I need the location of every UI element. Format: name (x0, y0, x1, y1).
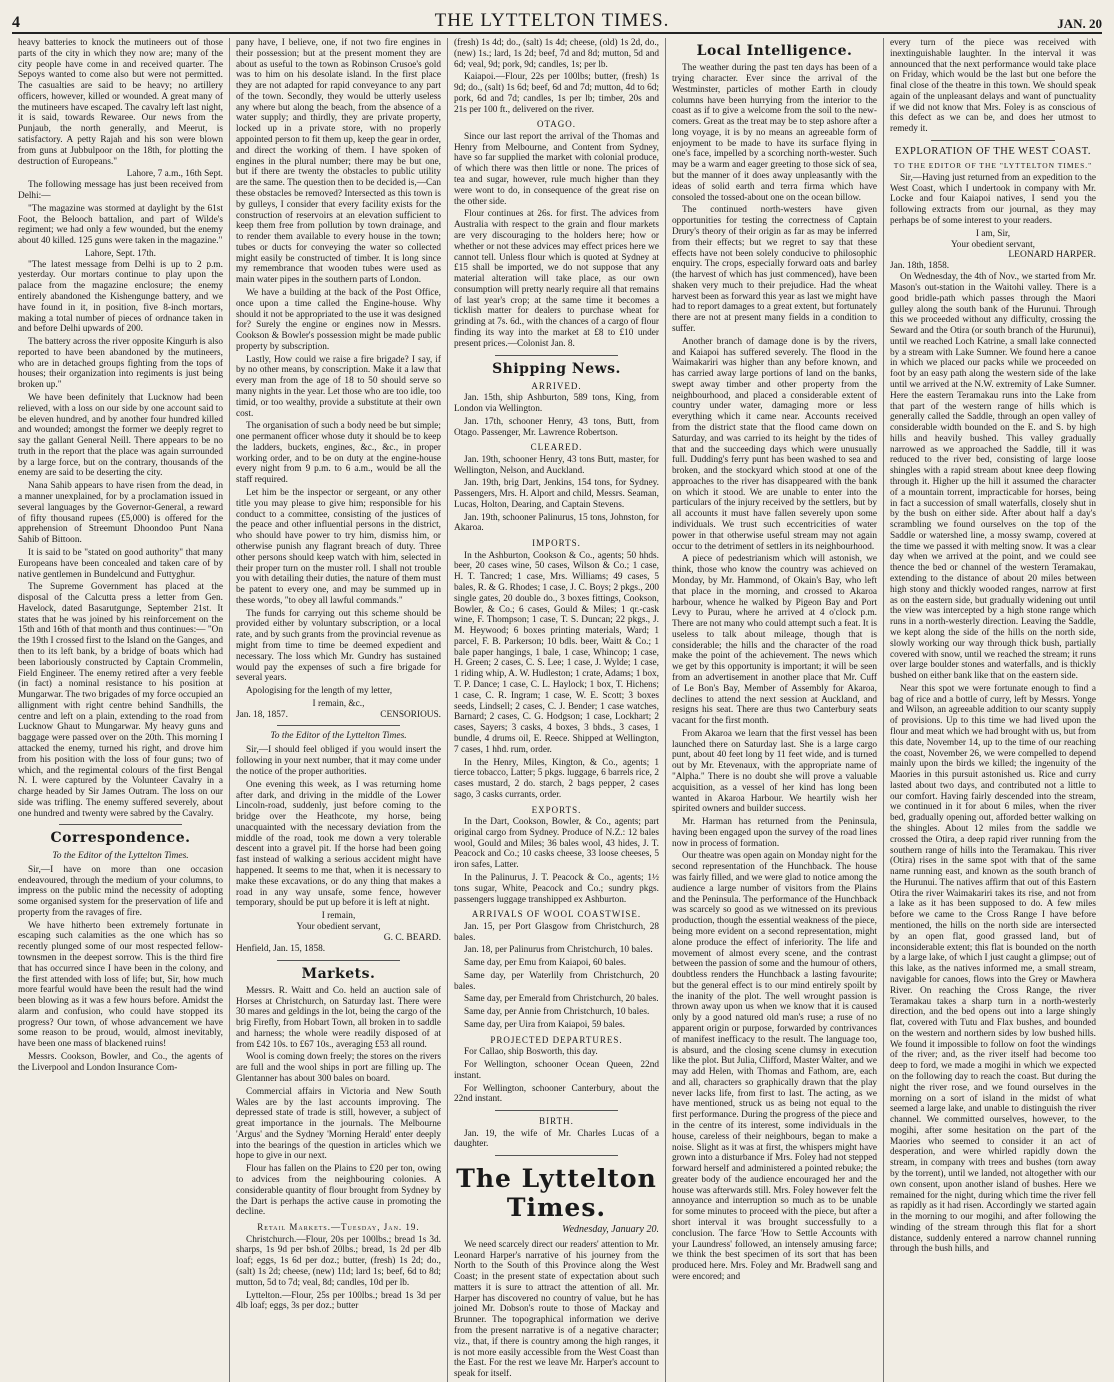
paragraph: We have been definitely that Lucknow had been relieved, with a loss on our side by one account said to be eleven hundred, and by another four hundred killed and wounded; amongst the former we deeply regret to say the gallant General Neill. There appears to be no truth in the report that the place was again surrounded by a large force, but on the contrary, thousands of the enemy are said to be deserting the city. (18, 393, 223, 479)
subheading: IMPORTS. (532, 538, 581, 549)
section-heading-correspondence: Correspondence. (50, 830, 191, 847)
closing: Your obedient servant, (296, 921, 381, 932)
paragraph: (fresh) 1s 4d; do., (salt) 1s 4d; cheese, (old) 1s 2d, do., (new) 1s.; lard, 1s 2d; beef, 7d and 8d; mutton, 5d and 6d; veal, 9d; pork, 9d; candles, 1s; per lb. (454, 38, 659, 70)
paragraph: The weather during the past ten days has been of a trying character. Ever since the arrival of the Westminster, particles of mother Earth in cloudy columns have been hurrying from the interior to the coast as if to give a welcome from the soil to the new-comers. Great as the treat may be to step ashore after a long voyage, it is by no means an agreeable form of enjoyment to be made to have its surface flying in one's face, impelled by a scorching north-wester. Such may be a warm and eager greeting to those sick of sea, but the manner of it does away unpleasantly with the ideas of solid earth and terra firma which have consoled the tossed-about one on the ocean billow. (672, 63, 877, 203)
divider (931, 140, 1055, 141)
list-item: Jan. 15th, ship Ashburton, 589 tons, King, from London via Wellington. (454, 393, 659, 414)
paragraph: Near this spot we were fortunate enough to find a bag of rice and a bottle of curry, left by Messrs. Yonge and Wilson, an agreeable addition to our scanty supply of provisions. Up to this time we had lived upon the flour and meat which we had brought with us, but from this date, November 14, up to the time of our reaching the coast, November 26, we were compelled to depend mainly upon the birds we killed; the ingenuity of the Maories in this pursuit astonished us. Rice and curry lasted about two days, and contributed not a little to our comfort. Having fairly descended into the stream, we continued in it for about 6 miles, when the river bed, gradually opening out, afforded better walking on the shingles. About 12 miles from the saddle we crossed the Otira, a deep rapid river running from the southern range of hills into the Teramakau. This river (Otira) rises in the same spot with that of the same name running east, and known as the south branch of the Hurunui. The natives affirm that out of this Eastern Otira the river Waimakariri takes its rise, and not from a lake as it has been supposed to do. A few miles before we came to the Cross Range I have before mentioned, the hills on the north side are intersected by an open flat, good grassed land, but of inconsiderable extent; this flat is bounded on the north by a large lake, of which I just caught a glimpse; out of this lake, as the natives informed me, a small stream, navigable for canoes, flows into the Grey or Mawhera River. On reaching the Cross Range, the river Teramakau takes a sharp turn in a north-westerly direction, and the bed opens out into a large shingly flat, covered with Tutu and Flax bushes, and bounded on the western and northern sides by low bushed hills. We found it impossible to follow on foot the windings of the river; and, as the river itself had become too deep to ford, we made a mogihi in which we expected on the following day to reach the coast. But during the night the river rose, and we found ourselves in the morning on a sort of island in the midst of what seemed a large lake, and unable to distinguish the river channel. We committed ourselves, however, to the mogihi, after some hesitation on the part of the Maories who seemed to consider it an act of desperation, and were whirled rapidly down the stream, in company with trees and bushes (torn away by the torrent), until we landed, not altogether with our own consent, upon another island of bushes. Here we remained for the night, during which time the river fell as rapidly as it had risen. Accordingly we started again in the morning to our mogihi, and after following the winding of the stream through this flat for a short distance, suddenly entered a narrow channel running through the bush hills, and (890, 683, 1096, 1255)
closing: Your obedient servant, (950, 239, 1035, 250)
paragraph: The battery across the river opposite Kingurh is also reported to have been abandoned by the mutineers, who are in detached groups fighting from the tops of houses; their organization into regiments is just being broken up." (18, 337, 223, 391)
list-item: Jan. 18, per Palinurus from Christchurch, 10 bales. (464, 945, 653, 956)
dateline: Lahore, 7 a.m., 16th Sept. (126, 169, 223, 180)
subheading: OTAGO. (536, 119, 577, 130)
list-item: Jan. 19th, schooner Henry, 43 tons Butt, master, for Wellington, Nelson, and Auckland. (454, 454, 659, 476)
page-number: 4 (12, 14, 20, 31)
letter-date: Jan. 18, 1857. (236, 709, 288, 720)
list-item: In the Palinurus, J. T. Peacock & Co., agents; 1½ tons sugar, White, Peacock and Co.; sundry pkgs. passengers luggage transhipped ex Ashburton. (454, 872, 659, 905)
paragraph: Apologising for the length of my letter, (246, 686, 393, 697)
paragraph: Kaiapoi.—Flour, 22s per 100lbs; butter, (fresh) 1s 9d; do., (salt) 1s 6d; beef, 6d and 7d; mutton, 4d to 6d; pork, 6d and 7d; candles, 1s per lb; timber, 20s and 21s per 100 ft., delivered on the river. (454, 72, 659, 115)
paragraph: Commercial affairs in Victoria and New South Wales are by the last accounts improving. The depressed state of trade is still, however, a subject of great importance in the journals. The Melbourne 'Argus' and the Sydney 'Morning Herald' enter deeply into the bearings of the question in articles which we hope to give in our next. (236, 1086, 441, 1162)
paragraph: Mr. Harman has returned from the Peninsula, having been engaged upon the survey of the road lines now in process of formation. (672, 817, 877, 849)
paragraph: Wool is coming down freely; the stores on the rivers are full and the wool ships in port are filling up. The Glentanner has about 300 bales on board. (236, 1052, 441, 1085)
masthead-date: Wednesday, January 20. (562, 1224, 659, 1236)
paragraph: It is said to be "stated on good authority" that many Europeans have been concealed and taken care of by native gentlemen in Bundelcund and Futtyghur. (18, 547, 223, 580)
list-item: For Wellington, schooner Canterbury, about the 22nd instant. (454, 1083, 659, 1105)
subheading: EXPORTS. (531, 804, 582, 815)
list-item: In the Ashburton, Cookson & Co., agents; 50 hhds. beer, 20 cases wine, 50 cases, Wilson & Co.; 1 case, H. T. Tancred; 1 case, Mrs. Williams; 49 cases, 5 bales, R. & G. Rhodes; 1 case, J. C. Boys; 2 pkgs., 200 single gates, 20 double do., 3 boxes fittings, Cookson, Bowler, & Co.; 6 cases, Gould & Miles; 1 qr.-cask wine, F. Thompson; 1 case, T. S. Duncan; 22 pkgs., J. M. Heywood; 6 boxes printing materials, Ward; 1 parcel, F. B. Parkerson; 10 bdls. beer, Waitt & Co.; 1 bale paper hangings, 1 bale, 1 case, Whincop; 1 case, H. Green; 2 cases, C. S. Lee; 1 case, J. Wylde; 1 case, 1 riding whip, A. W. Hudleston; 1 crate, Adams; 1 box, T. P. Dance; 1 case, C. L. Haylock; 1 box, T. Hichens; 1 case, C. R. Ingram; 1 case, W. E. Scott; 3 boxes seeds, Lindsell; 2 cases, C. J. Bender; 1 case watches, Barnard; 2 cases, C. G. Hodgson; 1 case, Lockhart; 2 cases, Sayers; 3 casks, 4 boxes, 3 bhds., 3 cases, 1 bundle, 4 drums oil, E. Reece. Shipped at Wellington, 7 cases, 1 hhd. rum, order. (454, 550, 659, 755)
subheading: PROJECTED DEPARTURES. (490, 1034, 623, 1045)
issue-date: JAN. 20 (1057, 16, 1102, 31)
paragraph: The Supreme Government has placed at the disposal of the Calcutta press a letter from Gen. Havelock, dated Basarutgunge, September 21st. It states that he was joined by his reinforcement on the 15th and 16th of that month and thus continues:— "On the 19th I crossed first to the Island on the Ganges, and then to its left bank, by a bridge of boats which had been laboriously constructed by Captain Crommelin, Field Engineer. The enemy retired after a very feeble (in fact) a nominal resistance to his position at Mungarwar. The two brigades of my force occupied an allignment with right centre behind Sandhills, the centre and left on a plain, extending to the road from Lucknow Ghaut to Mungarwar. My heavy guns and baggage were passed over on the 20th. This morning I attacked the enemy, turned his right, and drove him from his position with the loss of four guns; two of which, and the regimental colours of the first Bengal N. I. were captured by the Volunteer Cavalry in a charge headed by Sir James Outram. The loss on our side was trifling. The enemy suffered severely, about one hundred and twenty were sabred by the Cavalry. (18, 582, 223, 819)
subheading: ARRIVED. (531, 380, 582, 391)
paragraph: Messrs. Cookson, Bowler, and Co., the agents of the Liverpool and London Insurance Com- (18, 1052, 223, 1073)
closing: I remain, (321, 911, 356, 922)
divider (277, 725, 400, 726)
newspaper-title: THE LYTTELTON TIMES. (434, 10, 670, 31)
list-item: Jan. 15, per Port Glasgow from Christchurch, 28 bales. (454, 921, 659, 943)
letter-address: To the Editor of the Lyttelton Times. (270, 731, 407, 742)
letter-address: To the Editor of the Lyttelton Times. (52, 850, 189, 861)
paragraph: Lastly, How could we raise a fire brigade? I say, if by no other means, by conscription. Make it a law that every man from the age of 18 to 50 should serve so many nights in the year. Let those who are too idle, too timid, or too wealthy, provide a substitute at their own cost. (236, 354, 441, 419)
section-heading-local: Local Intelligence. (696, 43, 853, 59)
section-heading-shipping: Shipping News. (492, 360, 621, 377)
paragraph: The funds for carrying out this scheme should be provided either by voluntary subscription, or a local rate, and by such grants from the provincial revenue as might from time to time be deemed expedient and necessary. The loss which Mr. Gundry has sustained would pay the expenses of such a fire brigade for several years. (236, 608, 441, 684)
paragraph: Our theatre was open again on Monday night for the second representation of the Hunchback. The house was fairly filled, and we were glad to notice among the audience a large number of visitors from the Plains and the Peninsula. The performance of the Hunchback was scarcely so good as we witnessed on its previous production, though the essential weakness of the piece, being more evident on a second representation, might alone produce the effect of inferiority. The life and movement of almost every scene, and the contrast between the passion of some and the humour of others, doubtless renders the Hunchback a lasting favourite; but the general effect is to our mind entirely spoilt by the inanity of the plot. The well wrought passion is thrown away upon us when we know that it is caused only by a good natured old man's ruse; a ruse of no apparent origin or purpose, forwarded by contrivances of manifest inefficacy to the result. The language too, is absurd, and the closing scene clumsy in execution like the plot. But Julia, Clifford, Master Walter, and we may add Helen, with Thomas and Fathom, are, each and all, characters so graphically drawn that the play never lacks life, from first to last. The acting, as we have mentioned, struck us as being not equal to the first performance. During the progress of the piece and in the centre of its interest, some individuals in the house, careless of their neighbours, began to make a noise. Slight as it was at first, the whispers might have grown into a disturbance if Mrs. Foley had not stepped forward herself and administered a pointed rebuke; the greater body of the audience encouraged her and the house was afterwards still. Mrs. Foley however felt the annoyance and interruption so much as to be unable for some minutes to proceed with the piece, but after a short interval it was brought successfully to a conclusion. The farce 'How to Settle Accounts with your Laundress' followed, an intensely amusing farce; we think the best specimen of its sort that has been produced here. Mrs. Foley and Mr. Bradwell sang and were encored; and (672, 851, 877, 1282)
paragraph: "The latest message from Delhi is up to 2 p.m. yesterday. Our mortars continue to play upon the palace from the magazine enclosure; the enemy entirely abandoned the Kishengunge battery, and we have found in it, in position, five 8-inch mortars, making a total number of pieces of ordnance taken in and before Delhi upwards of 200. (18, 259, 223, 335)
paragraph: every turn of the piece was received with inextinguishable laughter. In the interval it was announced that the next performance would take place on Friday, which would be the last but one before the final close of the theatre in this town. We should speak again of the unpleasant delays and want of punctuality if we did not know that Mrs. Foley is as conscious of this defect as we can be, and does her utmost to remedy it. (890, 38, 1096, 135)
page-header (12, 6, 1102, 34)
list-item: In the Dart, Cookson, Bowler, & Co., agents; part original cargo from Sydney. Produce of N.Z.: 12 bales wool, Gould and Miles; 36 bales wool, 43 hides, J. T. Peacock and Co.; 10 casks cheese, 33 loose cheeses, 5 iron safes, Latter. (454, 817, 659, 871)
paragraph: The following message has just been received from Delhi:— (18, 180, 223, 201)
paragraph: Christchurch.—Flour, 20s per 100lbs.; bread 1s 3d. sharps, 1s 9d per bsh.of 20lbs.; bread, 1s 2d per 4lb loaf; eggs, 1s 6d per doz.; butter, (fresh) 1s 2d; do., (salt) 1s 2d; cheese, (new) 11d; lard 1s; beef, 6d to 8d; mutton, 5d to 7d; veal, 8d; candles, 10d per lb. (236, 1234, 441, 1288)
divider (495, 1155, 618, 1156)
signature: CENSORIOUS. (380, 709, 441, 720)
subheading-birth: BIRTH. (539, 1116, 574, 1127)
paragraph: Nana Sahib appears to have risen from the dead, in a manner unexplained, for by a proclamation issued in several languages by the Governor-General, a reward of fifty thousand rupees (£5,000) is offered for the apprehension of Streemunt Dhoondoo Punt Nana Sahib of Bittoon. (18, 481, 223, 546)
paragraph: heavy batteries to knock the mutineers out of those parts of the city in which they now are; many of the city people have come in and received quarter. The Sepoys wanted to come also but were not permitted. The casualties are said to be heavy; no artillery officers, however, killed or wounded. A great many of the mutineers have escaped. The cavalry left last night, it is said, towards Rewaree. Our news from the Punjaub, the north generally, and Meerut, is satisfactory. A petty Rajah and his son were blown from guns at Jubbulpoor on the 18th, for plotting the destruction of Europeans." (18, 38, 223, 167)
letter-date: Jan. 18th, 1858. (890, 261, 950, 272)
paragraph: Flour has fallen on the Plains to £20 per ton, owing to advices from the neighbouring colonies. A considerable quantity of flour brought from Sydney by the Dart is perhaps the active cause in promoting the decline. (236, 1164, 441, 1218)
section-heading-exploration: EXPLORATION OF THE WEST COAST. (895, 146, 1091, 158)
list-item: Jan. 19, the wife of Mr. Charles Lucas of a daughter. (454, 1128, 659, 1150)
signature: LEONARD HARPER. (1008, 250, 1096, 261)
section-heading-markets: Markets. (301, 965, 376, 982)
list-item: Jan. 19th, brig Dart, Jenkins, 154 tons, for Sydney. Passengers, Mrs. H. Alport and child, Messrs. Seaman, Lucas, Holton, Dearing, and Captain Stevens. (454, 478, 659, 510)
subheading: Retail Markets.—Tuesday, Jan. 19. (257, 1222, 420, 1233)
paragraph: A piece of pedestrianism which will astonish, we think, those who know the country was achieved on Monday, by Mr. Hammond, of Okain's Bay, who left that place in the morning, and crossed to Akaroa harbour, whence he walked by Pigeon Bay and Port Levy to Purau, where he arrived at 4 o'clock p.m. There are not many who could attempt such a feat. It is useless to talk about mileage, though that is considerable; the hills and the character of the road make the point of the achievement. The news which we get by this opportunity is important; it will be seen from an advertisement in another place that Mr. Cuff of Le Bon's Bay, Member of Assembly for Akaroa, declines to attend the next session at Auckland, and resigns his seat. There are thus two Canterbury seats vacant for the first month. (672, 554, 877, 727)
list-item: Same day, per Emu from Kaiapoi, 60 bales. (464, 958, 627, 969)
column-4 (666, 38, 884, 1382)
column-1 (12, 38, 230, 1382)
divider (495, 355, 618, 356)
paragraph: We have a building at the back of the Post Office, once upon a time called the Engine-house. Why should it not be appropriated to the use it was designed for? Surely the engine or engines now in Messrs. Cookson & Bowler's possession might be made public property by subscription. (236, 287, 441, 352)
paragraph: From Akaroa we learn that the first vessel has been launched there on Saturday last. She is a large cargo punt, about 40 feet long by 11 feet wide, and is turned out by Mr. Etevenaux, with the appropriate name of "Alpha." There is no doubt she will prove a valuable acquisition, as a vessel of her kind has long been wanted in Akaroa Harbour. We heartily wish her spirited owners and builder success. (672, 728, 877, 815)
dateline: Lahore, Sept. 17th. (84, 248, 156, 259)
paragraph: Since our last report the arrival of the Thomas and Henry from Melbourne, and Content from Sydney, have so far supplied the market with colonial produce, of which there was then little or none. The prices of tea and sugar, however, rule much higher than they were wont to do, in consequence of the great rise on the other side. (454, 131, 659, 207)
paragraph: Flour continues at 26s. for first. The advices from Australia with respect to the grain and flour markets are very discouraging to the holders here; how or whether or not these advices may effect prices here we cannot tell. Unless flour which is quoted at Sydney at £15 shall be imported, we do not suppose that any material alteration will take place, as our own consumption will pretty nearly require all that remains of last year's crop; at the same time it becomes a ticklish matter for dealers to purchase wheat for grinding at 7s. 6d., with the chances of a cargo of flour finding its way into the market at £8 to £10 under present prices.—Colonist Jan. 8. (454, 209, 659, 349)
paragraph: pany have, I believe, one, if not two fire engines in their possession; but at the present moment they are about as useful to the town as Robinson Crusoe's gold was to him on his desolate island. In the first place they are not adapted for rapid conveyance to any part of the town. Secondly, they would be utterly useless any where but along the beach, from the absence of a water supply; and thirdly, they are private property, locked up in a private store, with no properly appointed person to fit them up, keep the gear in order, and direct the working of them. I have spoken of engines in the plural number; there may be but one, but if there are twenty the obstacles to public utility are the same. The question then to be decided is,—Can these obstacles be removed? Intersected as this town is by gulleys, I consider that every facility exists for the construction of reservoirs at an elevation sufficient to keep them free from pollution by town drainage, and to render them available to every house in the town; tubes or ducts for conveying the water so collected might easily be constructed of timber. It is long since my remembrance that wooden tubes were used as main water pipes in the southern parts of London. (236, 38, 441, 286)
divider (277, 960, 400, 961)
subheading: CLEARED. (530, 442, 583, 453)
list-item: Jan. 19th, schooner Palinurus, 15 tons, Johnston, for Akaroa. (454, 512, 659, 534)
paragraph: Messrs. R. Waitt and Co. held an auction sale of Horses at Christchurch, on Saturday last. There were 30 mares and geldings in the lot, being the cargo of the brig Firefly, from Hobart Town, all broken in to saddle and harness; the whole were readily disposed of at from £42 10s. to £67 10s., averaging £53 all round. (236, 985, 441, 1050)
paragraph: The organisation of such a body need be but simple; one permanent officer whose duty it should be to keep the ladders, buckets, engines, &c., &c., in proper working order, and to be on duty at the engine-house every night from 9 p.m. to 6 a.m., would be all the staff required. (236, 421, 441, 486)
subheading: ARRIVALS OF WOOL COASTWISE. (471, 909, 642, 920)
paragraph: Sir,—I have on more than one occasion endeavoured, through the medium of your columns, to impress on the public mind the necessity of adopting some organised system for the preservation of life and property from the ravages of fire. (18, 864, 223, 918)
list-item: Same day, per Uira from Kaiapoi, 59 bales. (464, 1020, 626, 1031)
letter-place: Henfield, Jan. 15, 1858. (236, 943, 326, 954)
divider (495, 1110, 618, 1111)
paragraph: We need scarcely direct our readers' attention to Mr. Leonard Harper's narrative of his journey from the North to the South of this Province along the West Coast; in the present state of expectation about such matters it is sure to attract the attention of all. Mr. Harper has discovered no country of value, but he has joined Mr. Dobson's route to those of Mackay and Brunner. The topographical information we derive from the present narrative is of a negative character; viz., that, if there is country among the high ranges, it is not more easily accessible from the West Coast than the East. For the rest we leave Mr. Harper's account to speak for itself. (454, 1239, 659, 1380)
closing: I am, Sir, (975, 228, 1011, 239)
paragraph: "The magazine was stormed at daylight by the 61st Foot, the Belooch battalion, and part of Wilde's regiment; we had only a few wounded, but the enemy about 40 killed. 125 guns were taken in the magazine." (18, 203, 223, 247)
list-item: Same day, per Emerald from Christchurch, 20 bales. (464, 994, 659, 1005)
list-item: Same day, per Waterlily from Christchurch, 20 bales. (454, 970, 659, 992)
paragraph: We have hitherto been extremely fortunate in escaping such calamities as the one which has so recently plunged some of our most respected fellow-townsmen in the deepest sorrow. This is the third fire that has occurred since I have been in the colony, and the first attended with loss of life; but, Sir, how much more fearful would have been the result had the wind been blowing as it was a few hours before. Amidst the alarm and confusion, who could have stopped its progress? Our town, of whose advancement we have some reason to be proud, would, almost inevitably, have been one mass of blackened ruins! (18, 920, 223, 1050)
paragraph: Another branch of damage done is by the rivers, and Kaiapoi has suffered severely. The flood in the Waimakariri was higher than any before known, and has carried away large portions of land on the banks, swept away timber and other property from the neighbourhood, and placed a considerable extent of country under water, damaging more or less everything which it came near. Accounts received from the district state that the flood came down on Saturday, and was carried to its height by the tides of that and the succeeding days which were unusually full. Dudding's ferry punt has been washed to sea and broken, and the stockyard which stood at one of the approaches to the river has disappeared with the bank on which it stood. We are unable to enter into the particulars of the injury received by the settlers, but by all accounts it must have fallen severely upon some individuals. We trust such eccentricities of water power in that otherwise useful stream may not again occur to the detriment of settlers in its neighbourhood. (672, 336, 877, 552)
letter-address: TO THE EDITOR OF THE "LYTTELTON TIMES." (893, 161, 1093, 171)
column-5 (884, 38, 1102, 1382)
paragraph: Sir,—Having just returned from an expedition to the West Coast, which I undertook in company with Mr. Locke and four Kaiapoi natives, I send you the following extracts from our journal, as they may perhaps be of some interest to your readers. (890, 172, 1096, 227)
paragraph: Sir,—I should feel obliged if you would insert the following in your next number, that it may come under the notice of the proper authorities. (236, 745, 441, 778)
list-item: In the Henry, Miles, Kington, & Co., agents; 1 tierce tobacco, Latter; 5 pkgs. luggage, 6 barrels rice, 2 cases mustard, 2 do. starch, 2 bags pepper, 2 cases sago, 3 casks currants, order. (454, 757, 659, 800)
closing: I remain, &c., (312, 698, 365, 709)
paragraph: The continued north-westers have given opportunities for testing the correctness of Captain Drury's theory of their origin as far as may be inferred from their effects; but we regret to say that these effects have not been solely conducive to philosophic enquiry. The crops, especially forward oats and barley (the harvest of which has just commenced), have been shaken very much to their prejudice. Had the wheat harvest been as forward this year as last we might have had to report damages to a great extent, but fortunately there are not at present many fields in a condition to suffer. (672, 205, 877, 334)
column-3 (448, 38, 666, 1382)
list-item: Jan. 17th, schooner Henry, 43 tons, Butt, from Otago. Passenger, Mr. Lawrence Robertson. (454, 416, 659, 438)
paragraph: On Wednesday, the 4th of Nov., we started from Mr. Mason's out-station in the Waitohi valley. There is a good bridle-path which passes through the Maori gulley along the south bank of the Hurunui. Through this we proceeded without any difficulty, crossing the Seward and the Otira (or south branch of the Hurunui), until we reached Loch Katrine, a small lake connected by a stream with Lake Sumner. We found here a canoe in which we placed our packs while we proceeded on foot by an easy path along the western side of the lake until we arrived at the N.W. extremity of Lake Sumner. Here the eastern Teramakau runs into the Lake from that part of the western range of hills which is generally called the Saddle, through an open valley of considerable width bounded on the E. and S. by high hills and heavily bushed. This valley gradually narrowed as we approached the Saddle, till it was reduced to the river bed, consisting of large loose shingles with a rapid stream about knee deep flowing through it. Higher up the hill it assumed the character of a mountain torrent, impracticable for horses, being in fact a succession of small waterfalls, closely shut in by the bush on either side. After about half a day's scrambling we found ourselves on the top of the Saddle or watershed line, a mossy swamp, covered at the time we passed it with melting snow. It was a clear day when we arrived at the point, and we could see thence the bed or channel of the western Teramakau, extending to the distance of about 20 miles between high stony and thickly wooded ranges, narrow at first as on the eastern side, but gradually widening out until the view was intercepted by a high stone range which runs in a north-westerly direction. Leaving the Saddle, we kept along the side of the hills on the north side, slowly working our way through thick bush, partially covered with snow, until we reached the stream; it runs over large boulder stones and waterfalls, and is thickly bushed on either bank like that on the eastern side. (890, 272, 1096, 682)
paragraph: Lyttelton.—Flour, 25s per 100lbs.; bread 1s 3d per 4lb loaf; eggs, 3s per doz.; butter (236, 1290, 441, 1312)
dateline (236, 710, 441, 721)
list-item: For Wellington, schooner Ocean Queen, 22nd instant. (454, 1060, 659, 1081)
column-2 (230, 38, 448, 1382)
paragraph: Let him be the inspector or sergeant, or any other title you may please to give him; responsible for his conduct to a committee, consisting of the justices of the peace and other influential persons in the district, who should have power to try him, dismiss him, or otherwise punish any flagrant breach of duty. Three other persons should keep watch with him, selected in their proper turn on the muster roll. I shall not trouble you with detailing their duties, the nature of them must be patent to every one, and may be summed up in these words, "to obey all lawful commands." (236, 488, 441, 606)
signature: G. C. BEARD. (383, 932, 441, 943)
list-item: For Callao, ship Bosworth, this day. (464, 1047, 598, 1058)
masthead: The Lyttelton Times. (456, 1164, 657, 1223)
paragraph: One evening this week, as I was returning home after dark, and driving in the middle of the Lower Lincoln-road, suddenly, just before coming to the bridge over the Heathcote, my horse, being unacquainted with the necessary deviation from the middle of the road, took me down a very tolerable descent into a gravel pit. If the horse had been going fast instead of walking a serious accident might have happened. It seems to me that, when it is necessary to make these excavations, or do any thing that makes a road in any way unsafe, some fence, however temporary, should be put up before it is left at night. (236, 779, 441, 909)
list-item: Same day, per Annie from Christchurch, 10 bales. (464, 1007, 650, 1018)
divider (59, 824, 182, 825)
columns (12, 38, 1102, 1380)
